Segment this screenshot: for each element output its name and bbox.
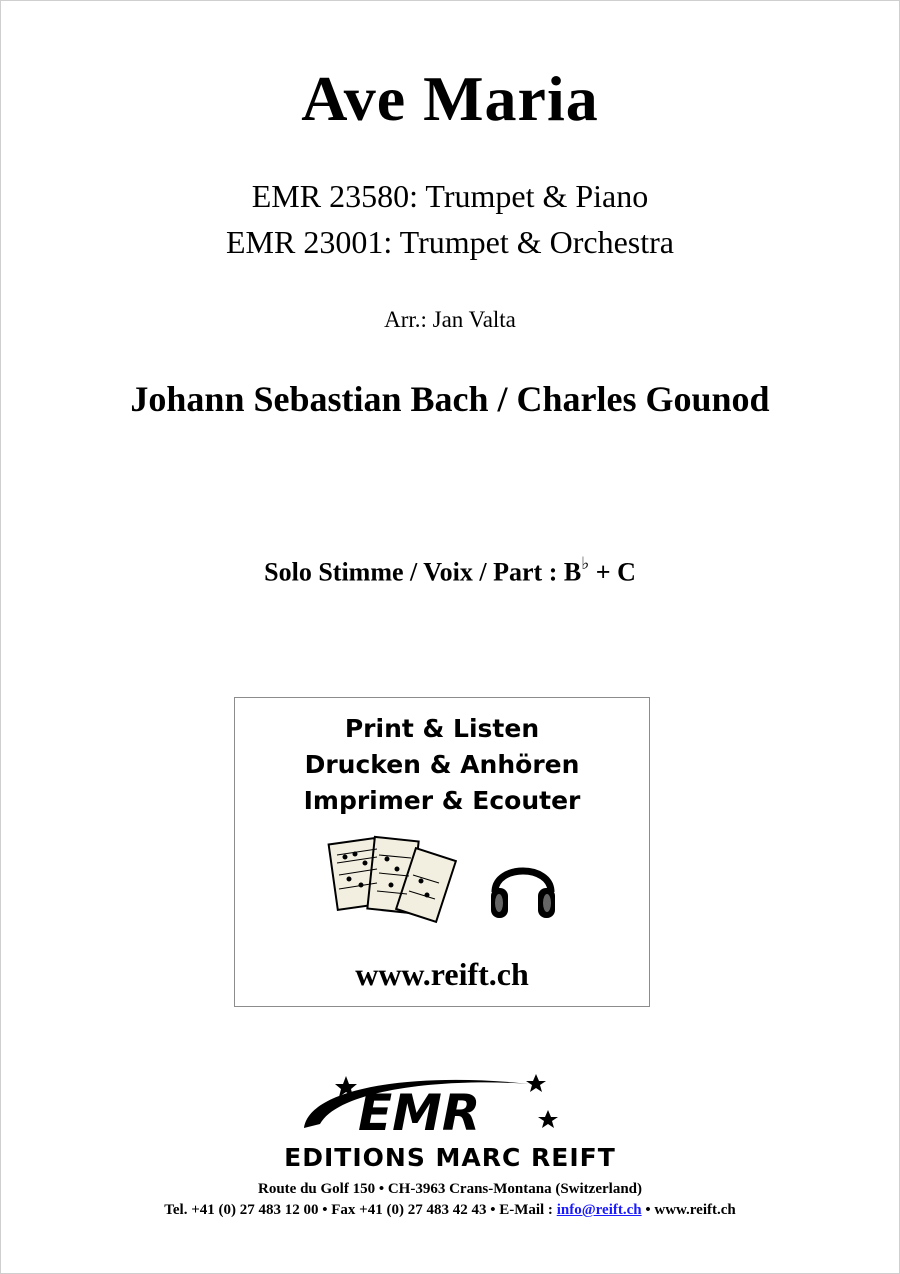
- promo-line-print: Print & Listen: [344, 714, 540, 743]
- publisher-name: EDITIONS MARC REIFT: [284, 1143, 616, 1172]
- emr-logo-text: EMR: [358, 1084, 481, 1142]
- headphones-icon: [485, 848, 561, 924]
- edition-orchestra: EMR 23001: Trumpet & Orchestra: [226, 224, 674, 260]
- part-suffix: + C: [589, 557, 636, 587]
- composers: Johann Sebastian Bach / Charles Gounod: [130, 379, 770, 419]
- contact-website: • www.reift.ch: [641, 1202, 736, 1218]
- arranger: Arr.: Jan Valta: [384, 307, 516, 332]
- emr-logo: [300, 1070, 580, 1148]
- title: Ave Maria: [301, 63, 599, 134]
- contact-phone-fax: Tel. +41 (0) 27 483 12 00 • Fax +41 (0) 27 483 42 43 • E-Mail :: [164, 1202, 557, 1218]
- promo-line-imprimer: Imprimer & Ecouter: [303, 786, 581, 815]
- sheet-music-icon: [327, 833, 457, 928]
- print-listen-box: [234, 697, 650, 1007]
- publisher-contact: [0, 1202, 900, 1219]
- edition-piano: EMR 23580: Trumpet & Piano: [251, 178, 649, 214]
- promo-website: www.reift.ch: [355, 956, 529, 992]
- flat-symbol: ♭: [581, 554, 590, 573]
- email-link[interactable]: info@reift.ch: [556, 1202, 642, 1218]
- publisher-address: Route du Golf 150 • CH-3963 Crans-Montana (Switzerland): [258, 1181, 642, 1197]
- part-label: [0, 556, 900, 588]
- part-prefix: Solo Stimme / Voix / Part : B: [264, 557, 582, 587]
- promo-line-drucken: Drucken & Anhören: [304, 750, 580, 779]
